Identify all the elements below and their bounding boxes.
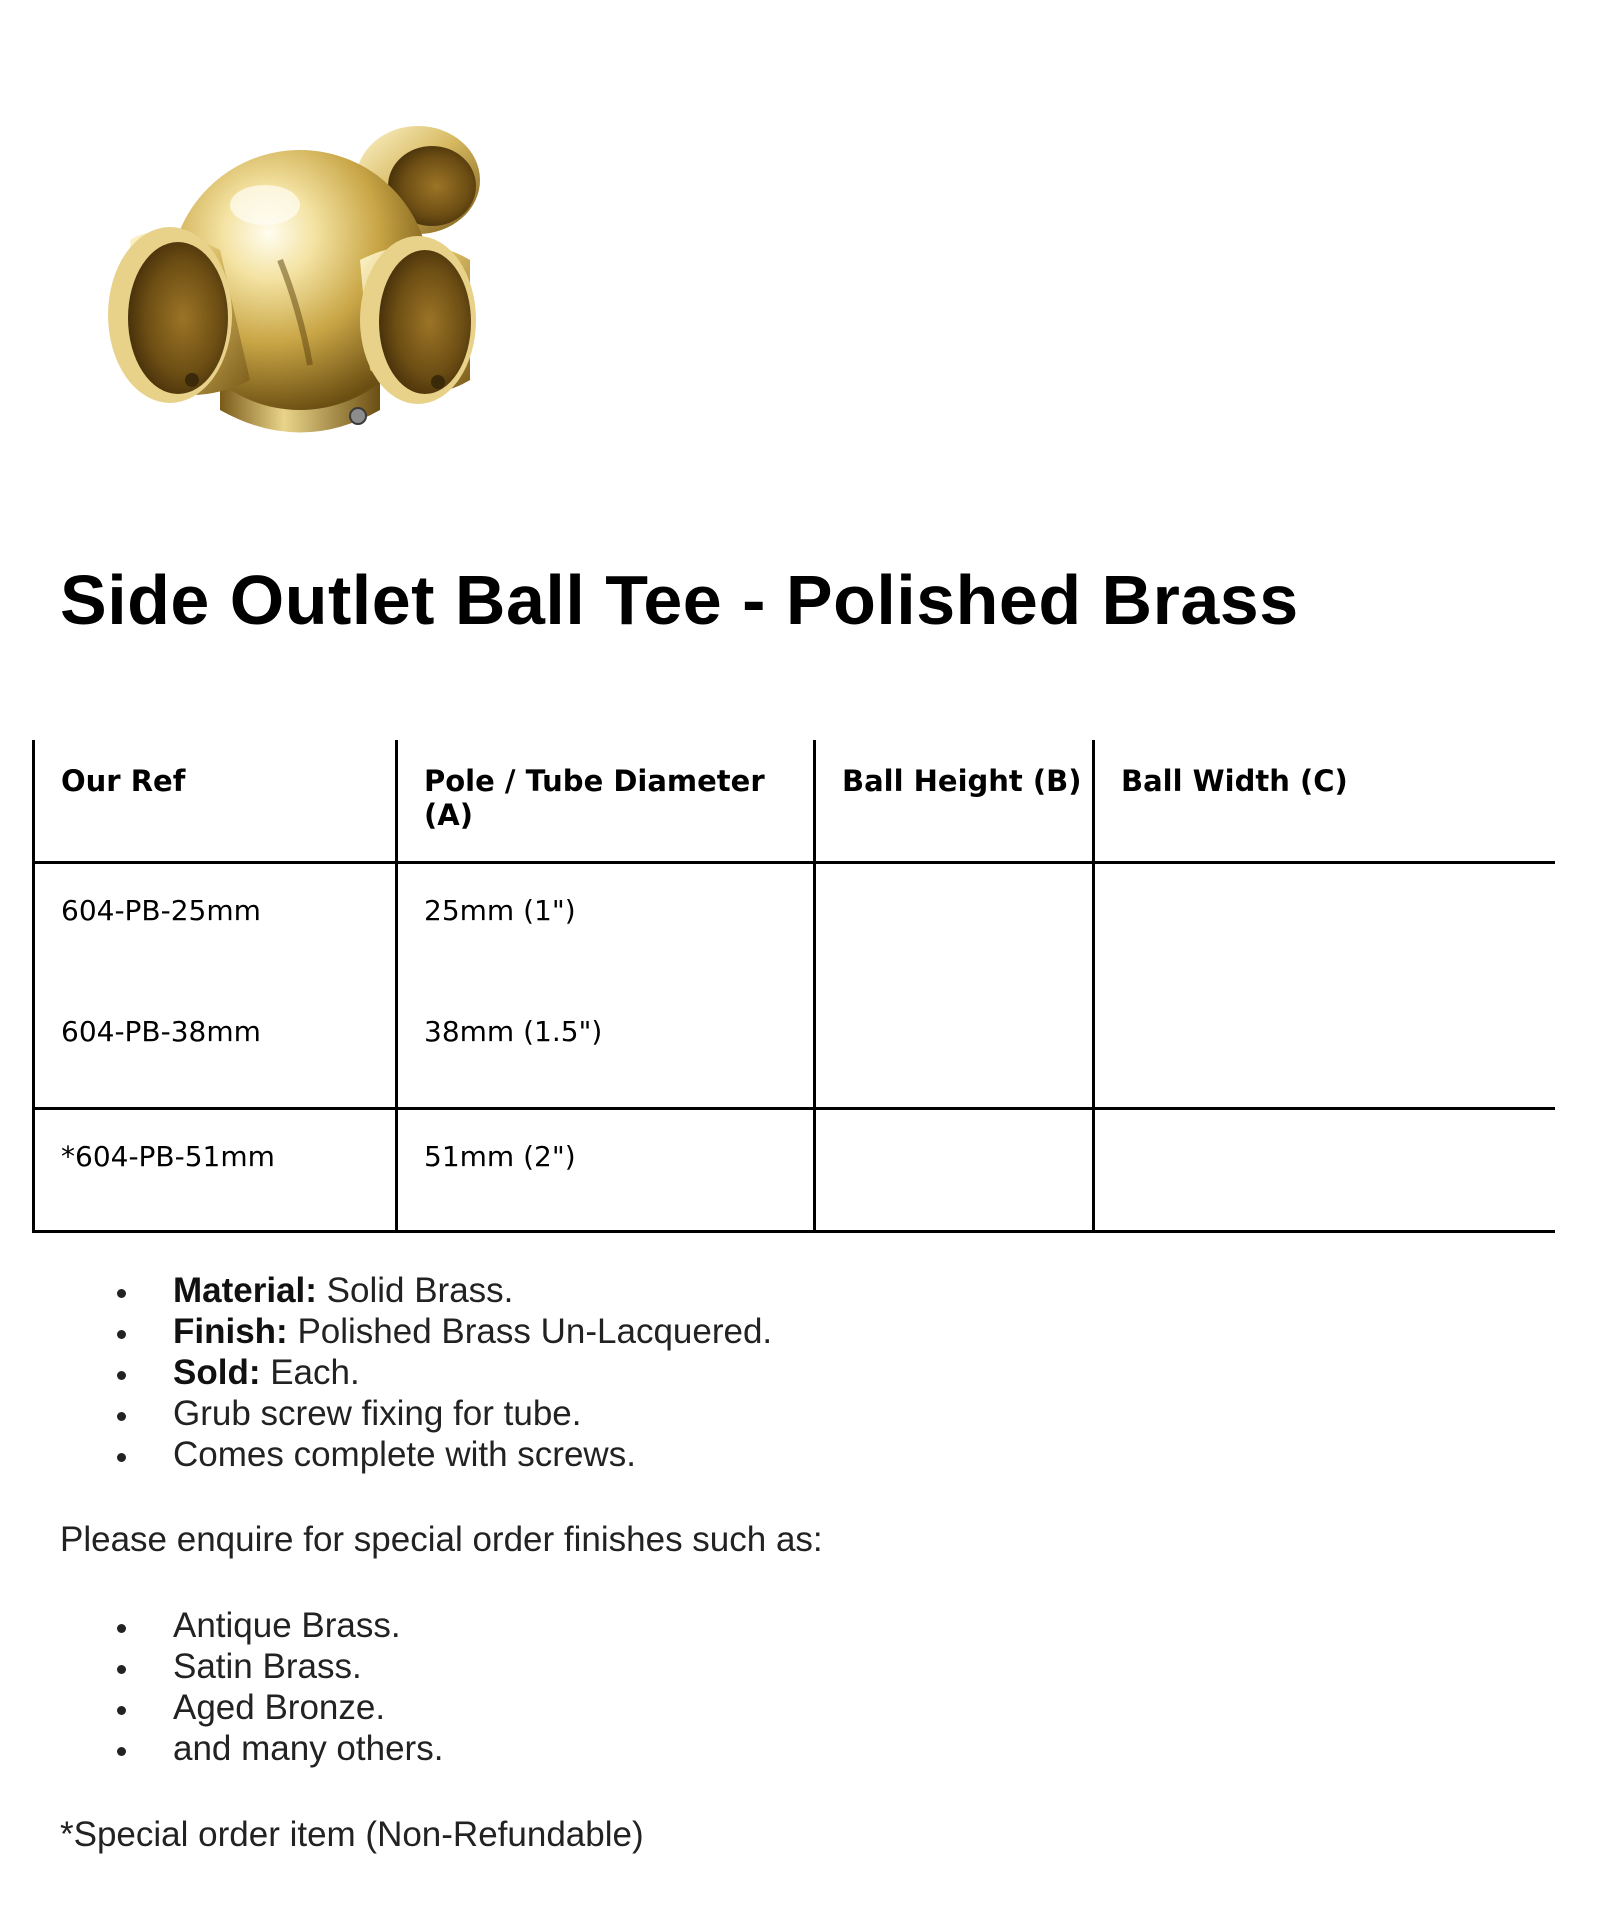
cell-height [815, 1108, 1094, 1231]
spec-value: Polished Brass Un-Lacquered. [287, 1312, 773, 1351]
spec-label: Finish: [173, 1312, 288, 1351]
cell-diameter: 25mm (1") [397, 862, 815, 985]
footnote: *Special order item (Non-Refundable) [60, 1815, 644, 1854]
list-item: Satin Brass. [115, 1646, 443, 1687]
spec-value: Solid Brass. [316, 1271, 514, 1310]
spec-table [32, 740, 1555, 1233]
cell-diameter: 51mm (2") [397, 1108, 815, 1231]
cell-width [1094, 985, 1556, 1108]
cell-width [1094, 862, 1556, 985]
spec-value: Each. [260, 1353, 360, 1392]
table-row [34, 1108, 1556, 1231]
cell-ref: 604-PB-25mm [34, 862, 397, 985]
spec-value: Grub screw fixing for tube. [173, 1394, 582, 1433]
list-item: Antique Brass. [115, 1605, 443, 1646]
product-image [100, 110, 510, 470]
list-item [115, 1311, 772, 1352]
table-header-row [34, 740, 1556, 862]
spec-label: Material: [173, 1271, 317, 1310]
spec-label: Sold: [173, 1353, 261, 1392]
header-our-ref: Our Ref [34, 740, 397, 862]
list-item: Aged Bronze. [115, 1687, 443, 1728]
spec-value: Comes complete with screws. [173, 1435, 636, 1474]
header-ball-width: Ball Width (C) [1094, 740, 1556, 862]
cell-height [815, 862, 1094, 985]
table-row [34, 985, 1556, 1108]
finishes-list [115, 1605, 443, 1769]
cell-width [1094, 1108, 1556, 1231]
table-row [34, 862, 1556, 985]
header-ball-height: Ball Height (B) [815, 740, 1094, 862]
cell-height [815, 985, 1094, 1108]
list-item [115, 1434, 772, 1475]
spec-list [115, 1270, 772, 1475]
header-tube-diameter: Pole / Tube Diameter (A) [397, 740, 815, 862]
list-item [115, 1270, 772, 1311]
list-item: and many others. [115, 1728, 443, 1769]
cell-ref: *604-PB-51mm [34, 1108, 397, 1231]
brass-ball-tee-icon [100, 110, 510, 470]
enquire-text: Please enquire for special order finishes such as: [60, 1520, 823, 1559]
cell-ref: 604-PB-38mm [34, 985, 397, 1108]
cell-diameter: 38mm (1.5") [397, 985, 815, 1108]
list-item [115, 1393, 772, 1434]
list-item [115, 1352, 772, 1393]
page-title: Side Outlet Ball Tee - Polished Brass [60, 561, 1299, 639]
